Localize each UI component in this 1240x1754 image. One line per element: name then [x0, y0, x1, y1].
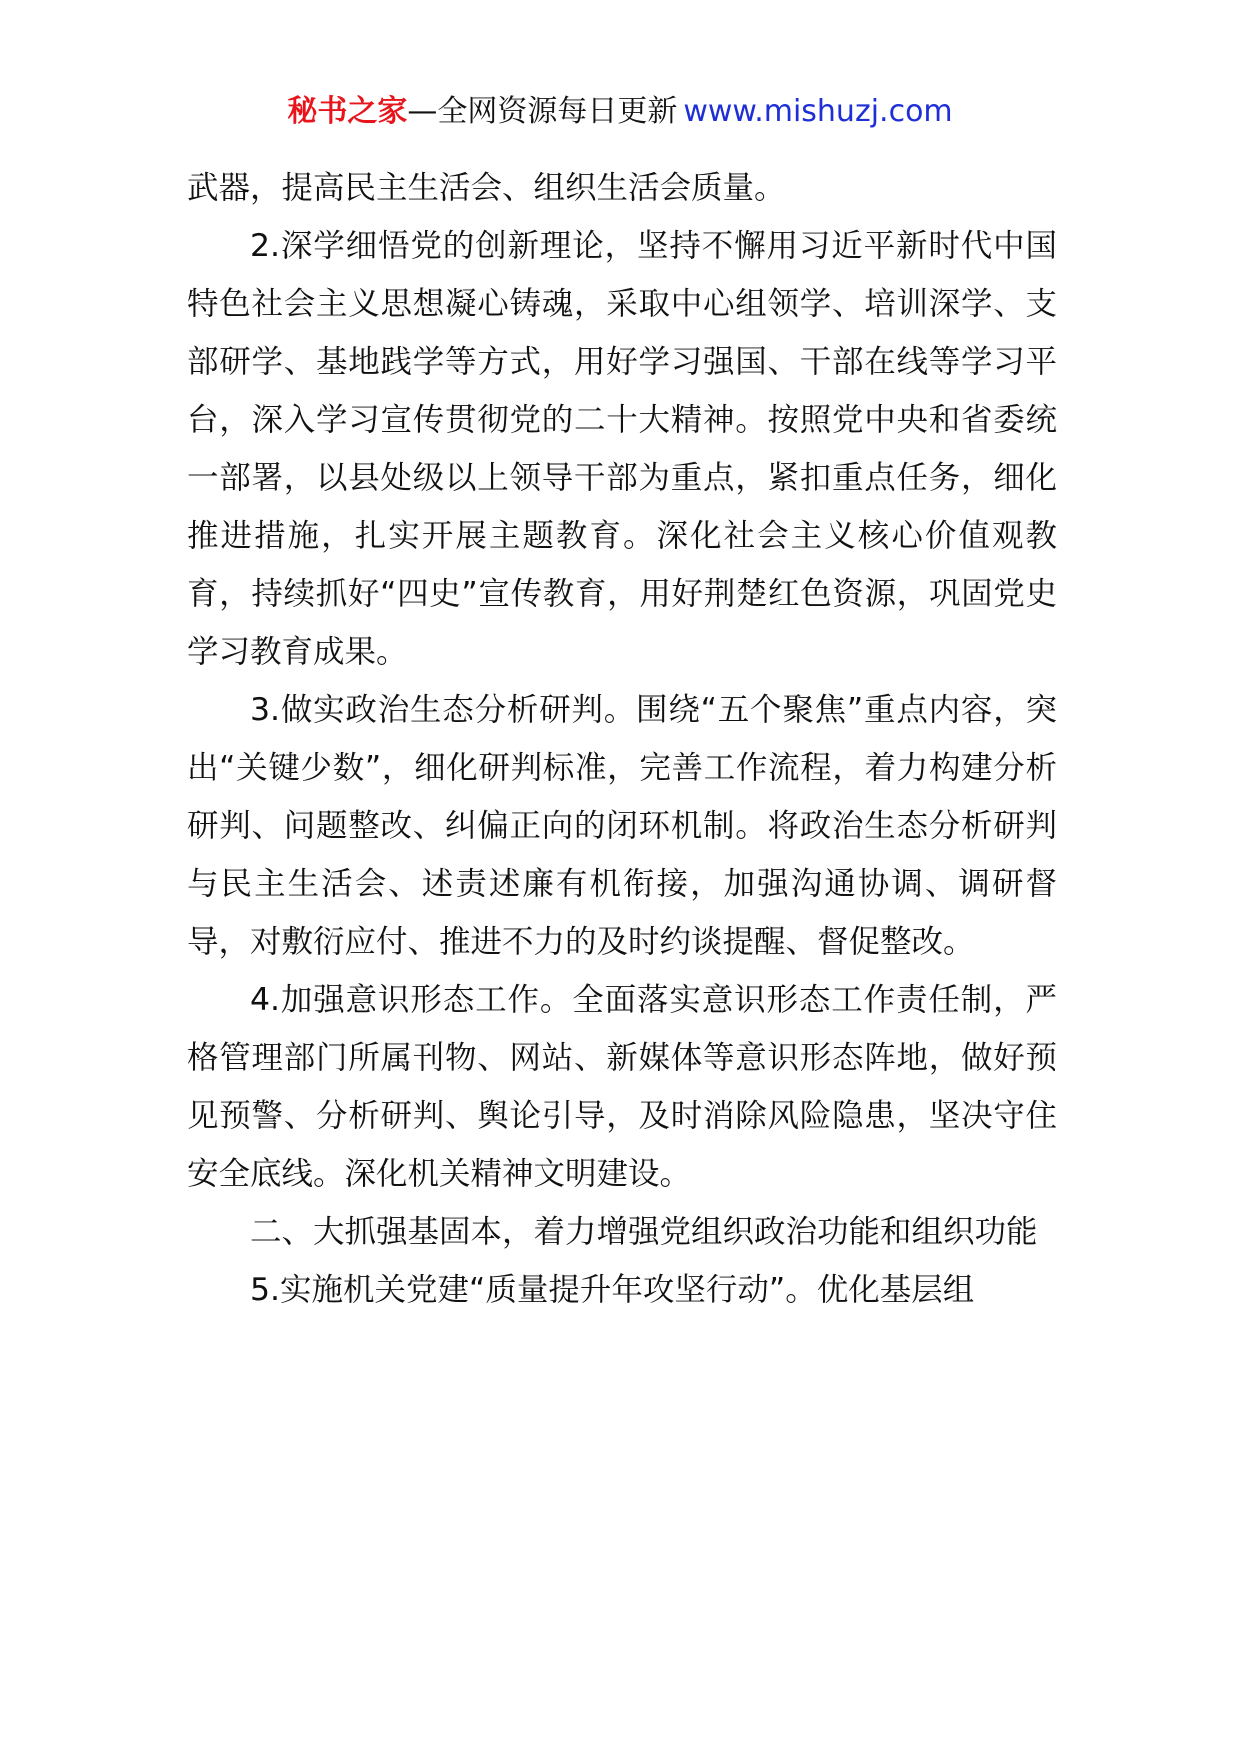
paragraph-item-3: 3.做实政治生态分析研判。围绕“五个聚焦”重点内容，突出“关键少数”，细化研判标准，完善工作流程，着力构建分析研判、问题整改、纠偏正向的闭环机制。将政治生态分析研判与民主生活会、述责述廉有机衔接，加强沟通协调、调研督导，对敷衍应付、推进不力的及时约谈提醒、督促整改。 [187, 692, 1057, 960]
section-heading: 二、大抓强基固本，着力增强党组织政治功能和组织功能 [250, 1214, 1038, 1250]
paragraph-item-4: 4.加强意识形态工作。全面落实意识形态工作责任制，严格管理部门所属刊物、网站、新媒体等意识形态阵地，做好预见预警、分析研判、舆论引导，及时消除风险隐患，坚决守住安全底线。深化机关精神文明建设。 [187, 982, 1057, 1192]
header-tagline: —全网资源每日更新 [407, 94, 678, 129]
paragraph-item-5: 5.实施机关党建“质量提升年攻坚行动”。优化基层组 [250, 1272, 975, 1308]
website-link[interactable]: www.mishuzj.com [683, 94, 953, 129]
paragraph-continuation: 武器，提高民主生活会、组织生活会质量。 [187, 170, 786, 206]
document-body [187, 159, 1057, 1319]
page-header [0, 92, 1240, 132]
brand-name: 秘书之家 [287, 94, 408, 129]
paragraph-item-2: 2.深学细悟党的创新理论，坚持不懈用习近平新时代中国特色社会主义思想凝心铸魂，采取中心组领学、培训深学、支部研学、基地践学等方式，用好学习强国、干部在线等学习平台，深入学习宣传贯彻党的二十大精神。按照党中央和省委统一部署，以县处级以上领导干部为重点，紧扣重点任务，细化推进措施，扎实开展主题教育。深化社会主义核心价值观教育，持续抓好“四史”宣传教育，用好荆楚红色资源，巩固党史学习教育成果。 [187, 228, 1057, 670]
